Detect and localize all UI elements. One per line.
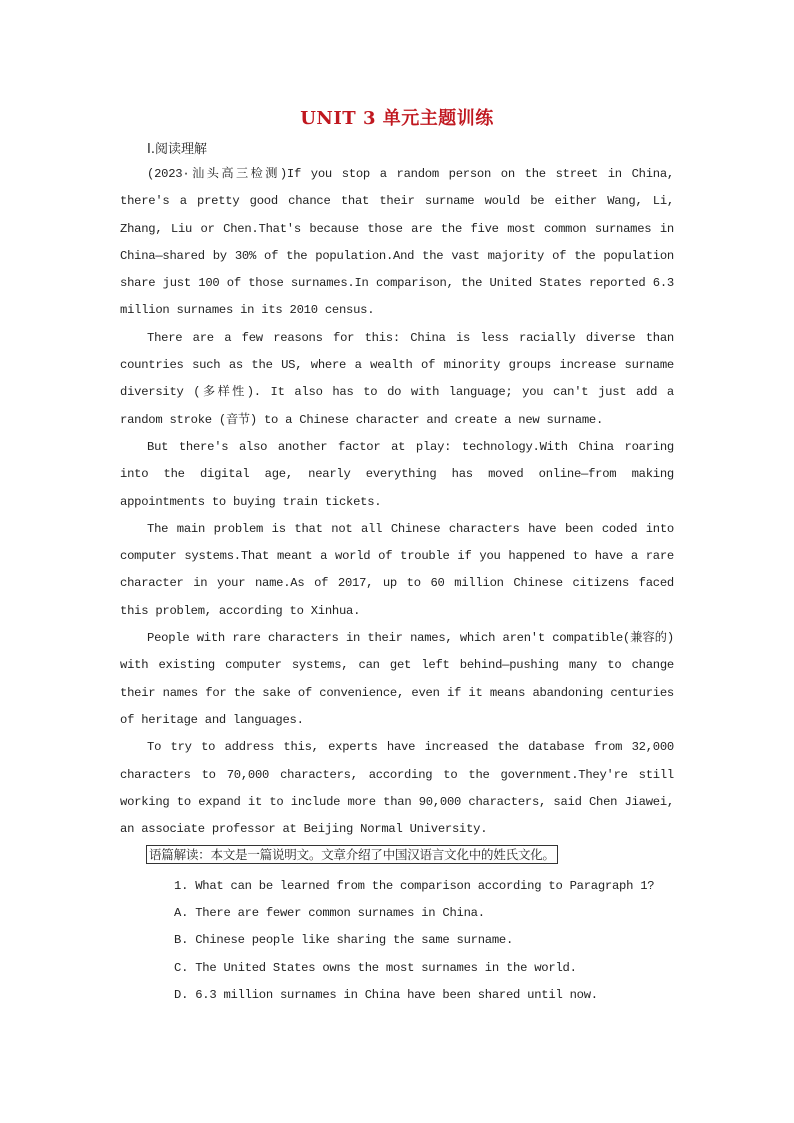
passage-summary-box: 语篇解读：本文是一篇说明文。文章介绍了中国汉语言文化中的姓氏文化。 [146, 845, 558, 864]
unit-title: UNIT 3 单元主题训练 [300, 108, 494, 129]
reading-passage [120, 161, 674, 1009]
option-b: B. Chinese people like sharing the same surname. [174, 933, 514, 948]
paragraph-4: The main problem is that not all Chinese characters have been coded into computer systems.That meant a world of trouble if you happened to have a rare character in your name.As of 2017, up to 60 million Chinese citizens faced this problem, according to Xinhua. [120, 521, 674, 618]
paragraph-6: To try to address this, experts have increased the database from 32,000 characters to 70,000 characters, according to the government.They're still working to expand it to include more than 90,000 characters, said Chen Jiawei, an associate professor at Beijing Normal University. [120, 740, 674, 837]
option-a: A. There are fewer common surnames in China. [174, 906, 485, 921]
paragraph-3: But there's also another factor at play: technology.With China roaring into the digital age, nearly everything has moved online—from making appointments to buying train tickets. [120, 439, 674, 509]
option-d: D. 6.3 million surnames in China have been shared until now. [174, 987, 598, 1002]
paragraph-2: There are a few reasons for this: China is less racially diverse than countries such as the US, where a wealth of minority groups increase surname diversity (多样性). It also has to do with language; you can't just add a random stroke (音节) to a Chinese character and create a new surname. [120, 330, 674, 427]
paragraph-5: People with rare characters in their names, which aren't compatible(兼容的) with existing computer systems, can get left behind—pushing many to change their names for the sake of convenience, even if it means abandoning centuries of heritage and languages. [120, 631, 674, 727]
section-heading: Ⅰ.阅读理解 [147, 142, 207, 157]
question-stem: 1. What can be learned from the comparison according to Paragraph 1? [174, 878, 655, 893]
paragraph-1: (2023·汕头高三检测)If you stop a random person on the street in China, there's a pretty good chance that their surname would be either Wang, Li, Zhang, Liu or Chen.That's because those are the five most common surnames in China—shared by 30% of the population.And the vast majority of the population share just 100 of those surnames.In comparison, the United States reported 6.3 million surnames in its 2010 census. [120, 167, 674, 318]
option-c: C. The United States owns the most surnames in the world. [174, 960, 577, 975]
question-block [120, 873, 674, 1009]
